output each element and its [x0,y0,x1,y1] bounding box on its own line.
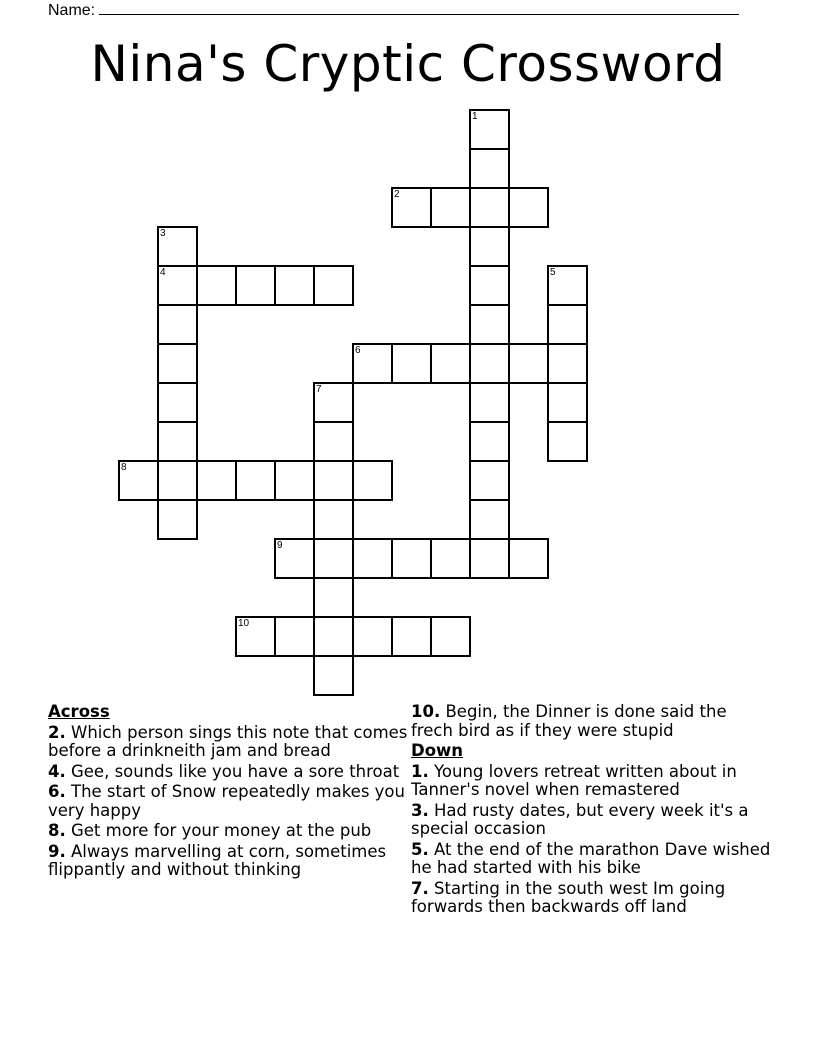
crossword-cell[interactable] [313,499,354,540]
clue-text: Get more for your money at the pub [71,821,372,840]
clue-item [48,843,408,880]
cell-number: 7 [316,384,322,395]
crossword-cell[interactable] [196,265,237,306]
cell-number: 4 [160,267,166,278]
crossword-cell[interactable] [547,382,588,423]
crossword-cell[interactable] [508,187,549,228]
crossword-cell[interactable] [352,343,393,384]
clue-item [411,880,771,917]
clues-left-column [48,703,408,882]
name-blank[interactable] [99,0,739,15]
across-heading: Across [48,702,110,721]
crossword-cell[interactable] [430,616,471,657]
clue-text: Starting in the south west Im going forwards then backwards off land [411,878,726,916]
clue-item [48,724,408,761]
crossword-cell[interactable] [313,655,354,696]
crossword-cell[interactable] [469,460,510,501]
crossword-cell[interactable] [352,616,393,657]
crossword-cell[interactable] [235,460,276,501]
clue-text: Which person sings this note that comes before a drinkneith jam and bread [48,722,408,760]
clue-text: Had rusty dates, but every week it's a special occasion [411,800,749,838]
clue-item [411,703,771,740]
crossword-cell[interactable] [430,187,471,228]
crossword-cell[interactable] [547,265,588,306]
crossword-cell[interactable] [313,382,354,423]
down-clue-list [411,763,771,917]
crossword-cell[interactable] [235,616,276,657]
crossword-cell[interactable] [235,265,276,306]
crossword-cell[interactable] [352,538,393,579]
clue-text: Always marvelling at corn, sometimes flippantly and without thinking [48,841,387,879]
cell-number: 1 [472,111,478,122]
cell-number: 9 [277,540,283,551]
crossword-cell[interactable] [274,616,315,657]
down-heading: Down [411,741,464,760]
page-title: Nina's Cryptic Crossword [90,35,726,93]
crossword-cell[interactable] [547,304,588,345]
cell-number: 3 [160,228,166,239]
crossword-cell[interactable] [469,421,510,462]
crossword-cell[interactable] [313,577,354,618]
clue-item [48,763,408,782]
crossword-cell[interactable] [469,343,510,384]
crossword-cell[interactable] [313,421,354,462]
cell-number: 10 [238,618,250,629]
clue-number: 7. [411,878,429,898]
clue-number: 4. [48,761,66,781]
across-clue-list [48,724,408,880]
clue-number: 10. [411,702,441,721]
clue-item [411,841,771,878]
crossword-cell[interactable] [313,460,354,501]
clue-number: 1. [411,761,429,781]
crossword-cell[interactable] [313,538,354,579]
name-label: Name: [48,2,96,19]
clue-number: 6. [48,782,66,801]
crossword-cell[interactable] [157,265,198,306]
crossword-cell[interactable] [196,460,237,501]
clue-number: 9. [48,841,66,861]
crossword-cell[interactable] [469,265,510,306]
name-line [48,0,739,20]
crossword-cell[interactable] [469,226,510,267]
crossword-cell[interactable] [508,343,549,384]
crossword-cell[interactable] [469,109,510,150]
crossword-cell[interactable] [157,382,198,423]
clue-number: 2. [48,722,66,742]
clue-text: At the end of the marathon Dave wished he had started with his bike [411,839,771,877]
crossword-cell[interactable] [391,187,432,228]
cell-number: 5 [550,267,556,278]
crossword-cell[interactable] [274,460,315,501]
crossword-cell[interactable] [508,538,549,579]
crossword-cell[interactable] [469,499,510,540]
clue-item [48,822,408,841]
cell-number: 2 [394,189,400,200]
crossword-cell[interactable] [391,343,432,384]
crossword-cell[interactable] [469,538,510,579]
crossword-cell[interactable] [430,538,471,579]
crossword-cell[interactable] [430,343,471,384]
crossword-cell[interactable] [274,538,315,579]
crossword-cell[interactable] [352,460,393,501]
clue-text: Begin, the Dinner is done said the frech bird as if they were stupid [411,702,727,740]
crossword-cell[interactable] [157,460,198,501]
clue-text: Young lovers retreat written about in Tanner's novel when remastered [411,761,737,799]
clue-number: 8. [48,821,66,840]
cell-number: 8 [121,462,127,473]
clue-item [411,763,771,800]
crossword-cell[interactable] [157,226,198,267]
clue-text: The start of Snow repeatedly makes you very happy [48,782,405,820]
clues-right-column [411,703,771,919]
crossword-cell[interactable] [118,460,159,501]
crossword-cell[interactable] [547,343,588,384]
crossword-cell[interactable] [157,499,198,540]
crossword-cell[interactable] [469,382,510,423]
crossword-cell[interactable] [157,343,198,384]
across-clue-list-continued [411,703,771,740]
clue-number: 3. [411,800,429,820]
crossword-cell[interactable] [469,304,510,345]
clue-number: 5. [411,839,429,859]
crossword-cell[interactable] [469,187,510,228]
cell-number: 6 [355,345,361,356]
crossword-cell[interactable] [547,421,588,462]
crossword-cell[interactable] [391,616,432,657]
crossword-cell[interactable] [391,538,432,579]
clue-text: Gee, sounds like you have a sore throat [71,761,400,781]
crossword-cell[interactable] [274,265,315,306]
crossword-cell[interactable] [313,265,354,306]
clue-item [48,783,408,820]
crossword-cell[interactable] [157,421,198,462]
crossword-cell[interactable] [469,148,510,189]
clue-item [411,802,771,839]
crossword-cell[interactable] [313,616,354,657]
crossword-cell[interactable] [157,304,198,345]
